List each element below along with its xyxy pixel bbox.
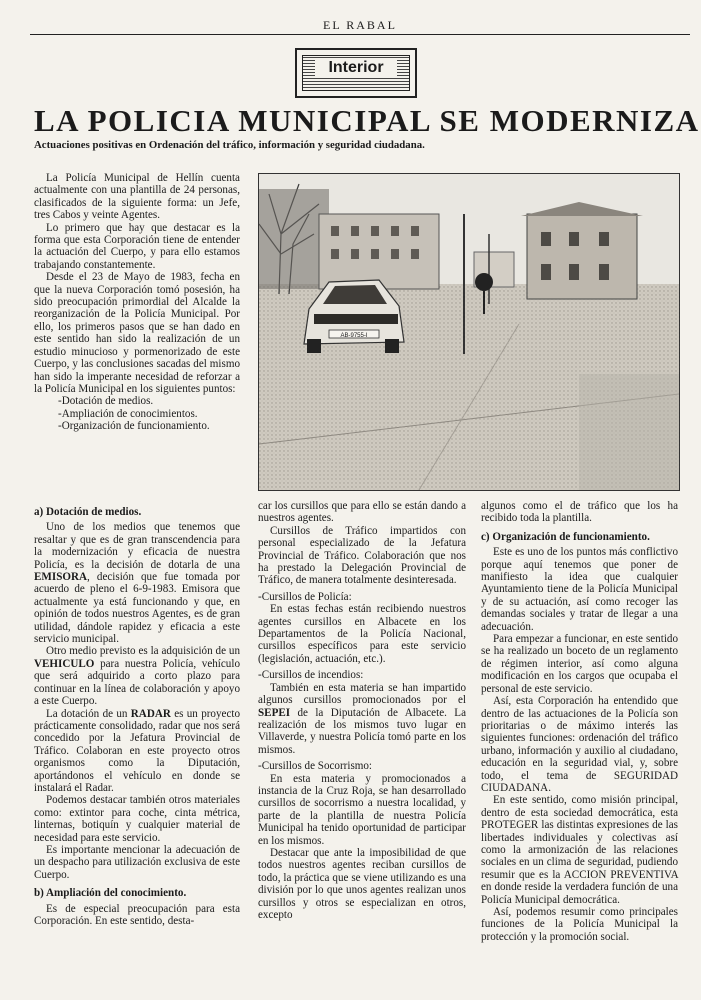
page-header [30,0,690,34]
paragraph: Es importante mencionar la adecuación de un despacho para utilización exclusiva de este Cuerpo. [34,843,240,881]
list-item: -Dotación de medios. [58,395,154,408]
paragraph: La Policía Municipal de Hellín cuenta actualmente con una plantilla de 24 personas, clasificados de la siguiente forma: un Jefe, tres Cabos y veinte Agentes. [34,172,240,222]
license-plate: AB-9755-I [340,333,368,339]
paragraph: Así, esta Corporación ha entendido que dentro de las actuaciones de la Policía son prioritarias o de máximo interés las siguientes funciones: ordenación del tráfico urbano, información y auxilio al ciudadano, educación en la seguridad vial, y, sobre todo, el tema de SEGURIDAD CIUDADANA. [481,695,678,794]
column-1-bottom [34,500,240,927]
section-label: Interior [315,59,397,77]
paragraph: Destacar que ante la imposibilidad de que todos nuestros agentes reciban cursillos de todo, la práctica que se viene utilizando es una división por lo que unos agentes realizan unos cursillos y otros se especializan en otros, excepto [258,846,466,921]
paragraph: En estas fechas están recibiendo nuestros agentes cursillos en Albacete en los Departamentos de la Policía Nacional, cursillos específicos para este servicio (legislación, actuación, etc.). [258,603,466,665]
header-title: EL RABAL [323,18,397,32]
list-item: -Organización de funcionamiento. [58,420,210,433]
paragraph: Podemos destacar también otros materiales como: extintor para coche, cinta métrica, linternas, botiquín y cualquier material de necesidad para este servicio. [34,794,240,844]
paragraph: En esta materia y promocionados a instancia de la Cruz Roja, se han desarrollado cursillos de socorrismo a nuestra localidad, y parte de la plantilla de nuestra Policía Municipal ha tenido oportunidad de participar en los mismos. [258,772,466,847]
street-photo [258,173,680,491]
paragraph: Es de especial preocupación para esta Corporación. En este sentido, desta- [34,902,240,927]
paragraph: Cursillos de Tráfico impartidos con personal especializado de la Jefatura Provincial de Tráfico. Colaboración que nos ha prestado la Delegación Provincial de Tráfico, de manera totalmente desinteresada. [258,524,466,587]
section-c-heading: c) Organización de funcionamiento. [481,530,650,543]
section-box [295,48,417,98]
paragraph: La dotación de un RADAR es un proyecto prácticamente consolidado, radar que nos será concedido por la Jefatura Provincial de Tráfico. Colaboran en este proyecto otros organismos como la Diputación, aportándonos el vehículo en donde se instalará el Radar. [34,707,241,794]
section-b-heading: b) Ampliación del conocimiento. [34,887,187,900]
paragraph: Otro medio previsto es la adquisición de un VEHICULO para nuestra Policía, vehículo que será adquirido a corto plazo para continuar en la línea de colaboración y apoyo a este Cuerpo. [34,645,240,708]
list-item: -Ampliación de conocimientos. [58,407,198,420]
subheading: -Cursillos de Socorrismo: [258,760,373,773]
section-a-heading: a) Dotación de medios. [34,506,142,518]
paragraph: Este es uno de los puntos más conflictivo porque aquí tenemos que poner de manifiesto la idea que cualquier Ayuntamiento tiene de la Policía Municipal y de su actuación, así como recoger las demandas sociales y tratar de llegar a una adecuación. [481,546,678,633]
photo-illustration [259,174,679,490]
paragraph: También en esta materia se han impartido algunos cursillos promocionados por el SEPEI de la Diputación de Albacete. La realización de los mismos tuvo lugar en Villaverde, y nuestra Policía tomó parte en los mismos. [258,681,466,756]
paragraph: En este sentido, como misión principal, dentro de esta sociedad democrática, esta PROTEGER las distintas expresiones de las libertades individuales y colectivas así como la armonización de las relaciones sociales en un clima de seguridad, pudiendo resumir que es la ACCION PREVENTIVA en donde reside la verdadera función de una Policía Municipal democrática. [481,794,678,906]
column-2 [258,500,466,921]
column-3 [481,500,678,943]
paragraph: Para empezar a funcionar, en este sentido se ha realizado un boceto de un reglamento de régimen interior, así como alguna modificación en los cargos que ocupaba el personal de este servicio. [481,633,678,695]
paragraph: Desde el 23 de Mayo de 1983, fecha en que la nueva Corporación tomó posesión, ha sido preocupación primordial del Alcalde la reorganización de la Policía Municipal. Por ello, los primeros pasos que se han dado en este sentido han sido la realización de un estudio minucioso y pormenorizado de este Cuerpo, y las conclusiones sacadas del mismo han sido la imperante necesidad de reforzar a la Policía Municipal en los siguientes puntos: [34,271,240,395]
subheading: -Cursillos de Policía: [258,590,352,603]
subheadline: Actuaciones positivas en Ordenación del tráfico, información y seguridad ciudadana. [34,139,425,151]
paragraph: Uno de los medios que tenemos que resaltar y que es de gran transcendencia para la modernización y eficacia de nuestra Policía, es la decisión de dotarla de una EMISORA, decisión que fue tomada por acuerdo de pleno el 6-9-1983. Emisora que actualmente ya está funcionando y que, en opinión de todos nuestros Agentes, es de gran utilidad, dándole rapidez y eficacia a este servicio municipal. [34,521,240,646]
paragraph: Así, podemos resumir como principales funciones de la Policía Municipal la protección y la promoción social. [481,906,678,943]
paragraph: car los cursillos que para ello se están dando a nuestros agentes. [258,500,466,525]
column-1-top [34,172,240,433]
paragraph: algunos como el de tráfico que los ha recibido toda la plantilla. [481,500,678,525]
headline: LA POLICIA MUNICIPAL SE MODERNIZA [34,103,700,138]
paragraph: Lo primero que hay que destacar es la forma que esta Corporación tiene de entender la actuación del Cuerpo, y para ello estamos trabajando constantemente. [34,221,240,271]
header-rule [30,34,690,35]
subheading: -Cursillos de incendios: [258,669,364,682]
